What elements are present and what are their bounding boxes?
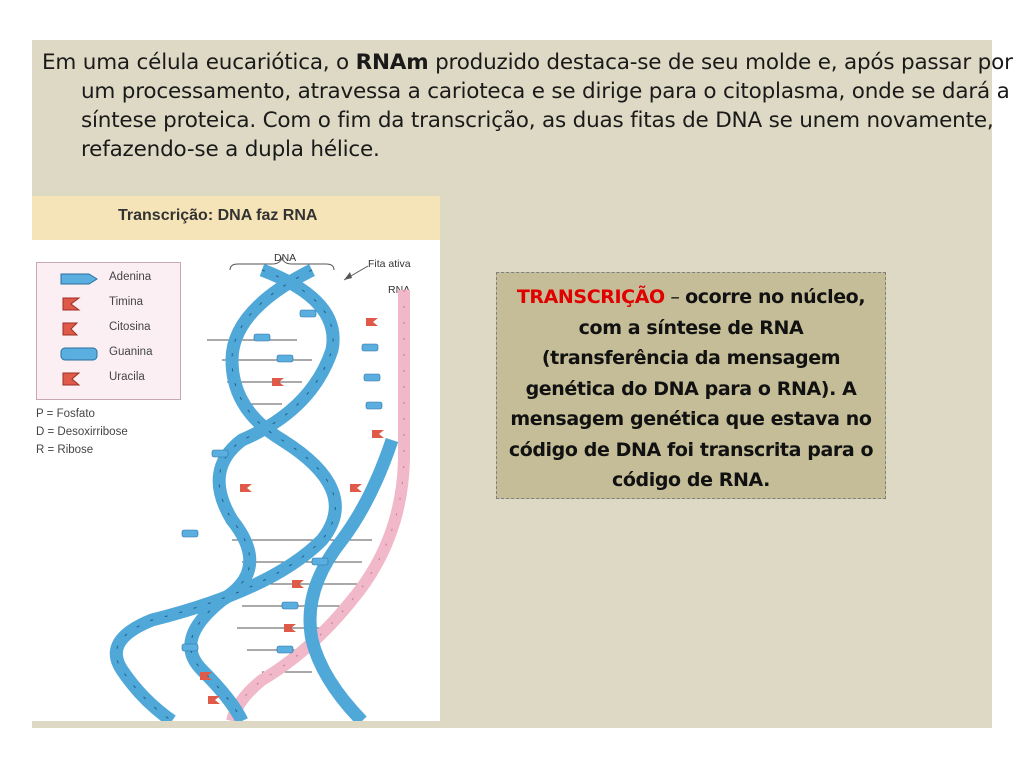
figure-title-bar <box>32 196 440 240</box>
transcription-definition-box <box>496 272 886 499</box>
legend-label: Adenina <box>109 271 152 283</box>
legend-label: Timina <box>109 296 144 308</box>
abbr-desoxirribose: D = Desoxirribose <box>36 426 128 438</box>
dna-label: DNA <box>274 252 297 264</box>
legend-label: Uracila <box>109 371 145 383</box>
figure-title: Transcrição: DNA faz RNA <box>118 207 318 224</box>
legend-label: Guanina <box>109 346 153 358</box>
transcription-definition: ocorre no núcleo, com a síntese de RNA (transferência da mensagem genética do DNA para o RNA). A mensagem genética que estava no código de DNA foi transcrita para o código de RNA. <box>508 286 874 491</box>
legend-label: Citosina <box>109 321 151 333</box>
rnam-term: RNAm <box>355 50 429 75</box>
rna-label: RNA <box>388 284 411 296</box>
transcription-term: TRANSCRIÇÃO <box>516 286 665 308</box>
transcription-figure <box>32 196 440 721</box>
intro-text-1: Em uma célula eucariótica, o <box>42 50 356 75</box>
abbr-ribose: R = Ribose <box>36 444 94 456</box>
dna-helix-diagram <box>32 240 440 721</box>
intro-text-2: produzido destaca-se de seu molde e, após passar por um processamento, atravessa a carioteca e se dirige para o citoplasma, onde se dará a síntese proteica. Com o fim da transcrição, as duas fitas de DNA se unem novamente, refazendo-se a dupla hélice. <box>81 50 1013 162</box>
intro-paragraph <box>42 48 1024 164</box>
slide <box>32 40 1013 728</box>
abbr-fosfato: P = Fosfato <box>36 408 95 420</box>
dna-brace <box>230 258 334 270</box>
nucleotide-bases <box>182 310 384 704</box>
term-dash: – <box>664 286 686 308</box>
fita-ativa-label: Fita ativa <box>368 258 411 270</box>
